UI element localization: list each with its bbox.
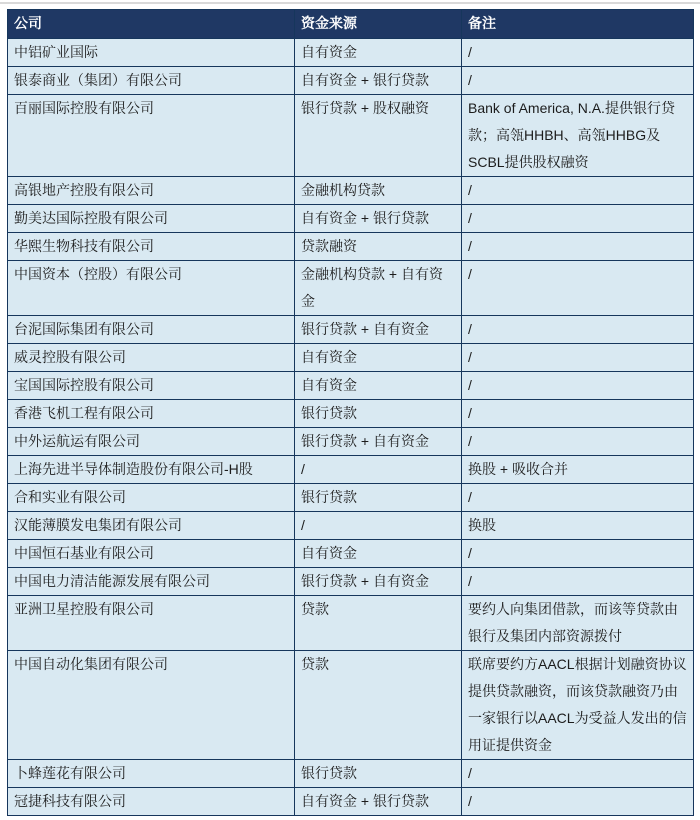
cell-company: 银泰商业（集团）有限公司 xyxy=(8,67,295,95)
column-header-remarks: 备注 xyxy=(462,10,694,39)
table-row xyxy=(8,177,694,205)
cell-remarks: / xyxy=(462,177,694,205)
cell-company: 高银地产控股有限公司 xyxy=(8,177,295,205)
table-row xyxy=(8,67,694,95)
cell-funding-source: 金融机构贷款 xyxy=(295,177,462,205)
cell-company: 宝国国际控股有限公司 xyxy=(8,372,295,400)
cell-funding-source: 自有资金 + 银行贷款 xyxy=(295,788,462,816)
cell-funding-source: 金融机构贷款 + 自有资金 xyxy=(295,261,462,316)
cell-funding-source: 银行贷款 + 自有资金 xyxy=(295,568,462,596)
cell-company: 亚洲卫星控股有限公司 xyxy=(8,596,295,651)
cell-funding-source: / xyxy=(295,512,462,540)
cell-funding-source: 自有资金 xyxy=(295,372,462,400)
table-row xyxy=(8,428,694,456)
table-row xyxy=(8,316,694,344)
cell-company: 汉能薄膜发电集团有限公司 xyxy=(8,512,295,540)
cell-funding-source: 贷款融资 xyxy=(295,233,462,261)
table-body xyxy=(8,39,694,816)
column-header-company: 公司 xyxy=(8,10,295,39)
cell-company: 台泥国际集团有限公司 xyxy=(8,316,295,344)
cell-remarks: 换股 + 吸收合并 xyxy=(462,456,694,484)
cell-funding-source: 银行贷款 xyxy=(295,760,462,788)
table-header xyxy=(8,10,694,39)
cell-remarks: Bank of America, N.A.提供银行贷款；高瓴HHBH、高瓴HHBG及SCBL提供股权融资 xyxy=(462,95,694,177)
cell-funding-source: 自有资金 xyxy=(295,39,462,67)
cell-company: 中国资本（控股）有限公司 xyxy=(8,261,295,316)
table-row xyxy=(8,372,694,400)
column-header-funding-source: 资金来源 xyxy=(295,10,462,39)
table-row xyxy=(8,205,694,233)
cell-remarks: / xyxy=(462,205,694,233)
cell-funding-source: 自有资金 xyxy=(295,540,462,568)
cell-funding-source: 自有资金 + 银行贷款 xyxy=(295,67,462,95)
cell-funding-source: 银行贷款 + 自有资金 xyxy=(295,428,462,456)
table-row xyxy=(8,95,694,177)
table-row xyxy=(8,39,694,67)
cell-remarks: / xyxy=(462,568,694,596)
cell-funding-source: 银行贷款 + 股权融资 xyxy=(295,95,462,177)
cell-remarks: / xyxy=(462,233,694,261)
cell-remarks: / xyxy=(462,540,694,568)
cell-company: 中国电力清洁能源发展有限公司 xyxy=(8,568,295,596)
cell-remarks: / xyxy=(462,760,694,788)
cell-company: 中国自动化集团有限公司 xyxy=(8,651,295,760)
table-row xyxy=(8,568,694,596)
table-row xyxy=(8,484,694,512)
cell-remarks: / xyxy=(462,788,694,816)
table-row xyxy=(8,788,694,816)
cell-funding-source: 银行贷款 xyxy=(295,484,462,512)
cell-funding-source: 贷款 xyxy=(295,651,462,760)
cell-funding-source: 银行贷款 xyxy=(295,400,462,428)
table-row xyxy=(8,512,694,540)
cell-remarks: 换股 xyxy=(462,512,694,540)
cell-remarks: / xyxy=(462,261,694,316)
top-divider xyxy=(0,2,700,4)
table-row xyxy=(8,596,694,651)
cell-remarks: / xyxy=(462,67,694,95)
cell-funding-source: 银行贷款 + 自有资金 xyxy=(295,316,462,344)
table-row xyxy=(8,344,694,372)
cell-company: 卜蜂莲花有限公司 xyxy=(8,760,295,788)
cell-funding-source: 自有资金 + 银行贷款 xyxy=(295,205,462,233)
cell-remarks: / xyxy=(462,39,694,67)
cell-remarks: 要约人向集团借款，而该等贷款由银行及集团内部资源拨付 xyxy=(462,596,694,651)
cell-company: 威灵控股有限公司 xyxy=(8,344,295,372)
cell-company: 中铝矿业国际 xyxy=(8,39,295,67)
cell-company: 中国恒石基业有限公司 xyxy=(8,540,295,568)
cell-remarks: / xyxy=(462,372,694,400)
cell-company: 合和实业有限公司 xyxy=(8,484,295,512)
funding-table xyxy=(7,9,694,816)
cell-remarks: / xyxy=(462,400,694,428)
table-row xyxy=(8,456,694,484)
cell-funding-source: / xyxy=(295,456,462,484)
table-row xyxy=(8,651,694,760)
cell-company: 百丽国际控股有限公司 xyxy=(8,95,295,177)
cell-company: 华熙生物科技有限公司 xyxy=(8,233,295,261)
cell-company: 勤美达国际控股有限公司 xyxy=(8,205,295,233)
cell-company: 中外运航运有限公司 xyxy=(8,428,295,456)
table-row xyxy=(8,233,694,261)
cell-funding-source: 贷款 xyxy=(295,596,462,651)
cell-company: 香港飞机工程有限公司 xyxy=(8,400,295,428)
table-row xyxy=(8,540,694,568)
cell-funding-source: 自有资金 xyxy=(295,344,462,372)
cell-company: 上海先进半导体制造股份有限公司-H股 xyxy=(8,456,295,484)
header-row xyxy=(8,10,694,39)
table-row xyxy=(8,261,694,316)
table-row xyxy=(8,400,694,428)
cell-remarks: / xyxy=(462,344,694,372)
table-row xyxy=(8,760,694,788)
cell-remarks: / xyxy=(462,428,694,456)
cell-remarks: 联席要约方AACL根据计划融资协议提供贷款融资，而该贷款融资乃由一家银行以AACL为受益人发出的信用证提供资金 xyxy=(462,651,694,760)
cell-company: 冠捷科技有限公司 xyxy=(8,788,295,816)
cell-remarks: / xyxy=(462,316,694,344)
cell-remarks: / xyxy=(462,484,694,512)
